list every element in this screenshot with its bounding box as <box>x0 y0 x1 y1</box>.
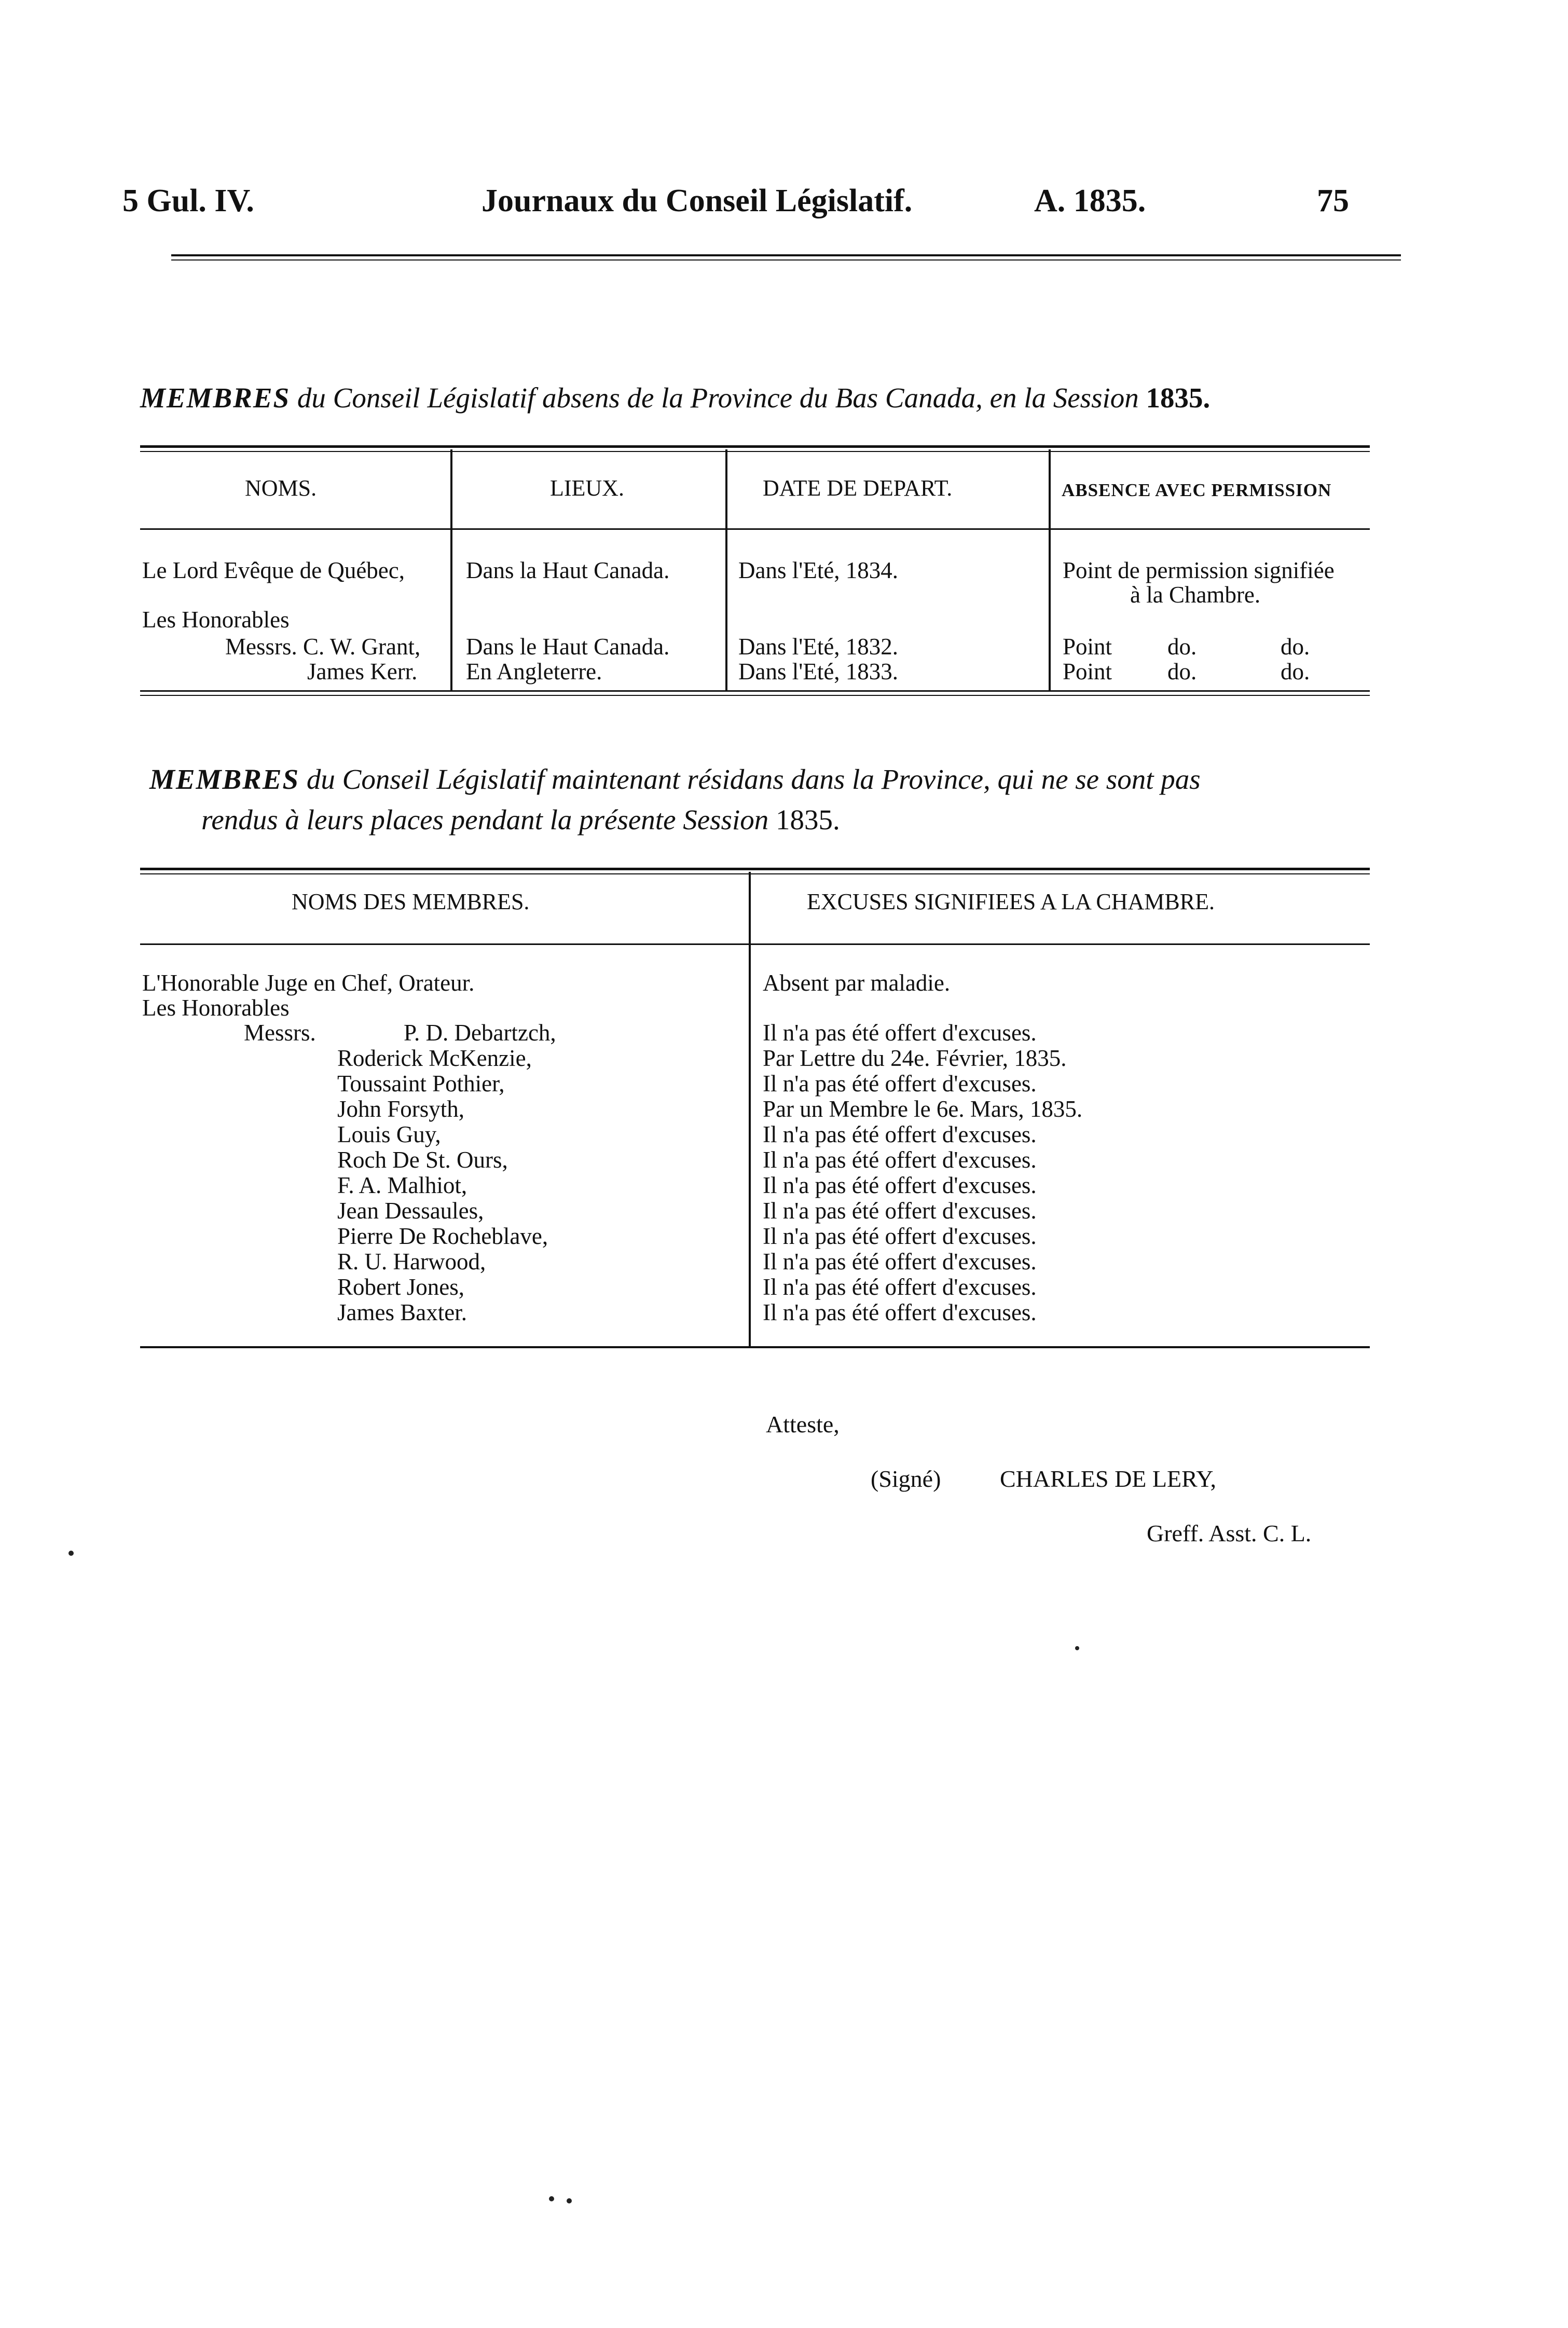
col-lieux: LIEUX. <box>550 475 624 501</box>
messrs-label: Messrs. <box>244 1020 316 1046</box>
member-name: James Baxter. <box>337 1299 467 1325</box>
member-name: F. A. Malhiot, <box>337 1172 467 1198</box>
table1-bottom-rule <box>140 690 1370 692</box>
heading-prefix: MEMBRES <box>149 763 300 795</box>
table2-top-rule-2 <box>140 873 1370 874</box>
table-row-permission: Point <box>1063 634 1112 660</box>
heading-body: du Conseil Législatif absens de la Province du Bas Canada, en la Session <box>297 382 1139 414</box>
member-excuse: Il n'a pas été offert d'excuses. <box>763 1299 1037 1325</box>
member-excuse: Il n'a pas été offert d'excuses. <box>763 1121 1037 1147</box>
col-noms-membres: NOMS DES MEMBRES. <box>292 889 530 914</box>
table-row-ditto: do. <box>1167 659 1197 684</box>
table-row-name: Le Lord Evêque de Québec, <box>142 557 405 583</box>
table-row-date: Dans l'Eté, 1833. <box>738 659 899 684</box>
table1-col-divider-2 <box>725 449 727 690</box>
member-excuse: Par Lettre du 24e. Février, 1835. <box>763 1045 1067 1071</box>
table1-top-rule <box>140 445 1370 448</box>
table-row-place: Dans la Haut Canada. <box>466 557 670 583</box>
member-excuse: Il n'a pas été offert d'excuses. <box>763 1147 1037 1173</box>
table-row-name: Messrs. C. W. Grant, <box>225 634 421 660</box>
table1-header-rule <box>140 528 1370 530</box>
table-row-permission-cont: à la Chambre. <box>1130 582 1261 608</box>
heading-year: 1835. <box>1146 382 1211 414</box>
member-excuse: Il n'a pas été offert d'excuses. <box>763 1071 1037 1097</box>
member-excuse: Il n'a pas été offert d'excuses. <box>763 1223 1037 1249</box>
member-excuse: Il n'a pas été offert d'excuses. <box>763 1274 1037 1300</box>
member-name: Roderick McKenzie, <box>337 1045 532 1071</box>
table-row-permission: Point <box>1063 659 1112 684</box>
table2-top-rule <box>140 868 1370 870</box>
honorables-label: Les Honorables <box>142 995 290 1021</box>
member-name: Jean Dessaules, <box>337 1198 484 1224</box>
header-session: 5 Gul. IV. <box>122 183 254 218</box>
header-title: Journaux du Conseil Législatif. <box>482 183 913 218</box>
table1-col-divider-3 <box>1049 449 1051 690</box>
orateur-name: L'Honorable Juge en Chef, Orateur. <box>142 970 475 996</box>
table2-bottom-rule <box>140 1346 1370 1348</box>
heading-line2: rendus à leurs places pendant la présente Session <box>201 804 769 836</box>
print-speck <box>567 2198 572 2203</box>
member-name: P. D. Debartzch, <box>404 1020 556 1046</box>
table-row-place: Dans le Haut Canada. <box>466 634 670 660</box>
member-name: Toussaint Pothier, <box>337 1071 505 1097</box>
table2-col-divider <box>749 872 751 1346</box>
table-row-date: Dans l'Eté, 1832. <box>738 634 899 660</box>
col-date-depart: DATE DE DEPART. <box>763 475 953 501</box>
member-name: Louis Guy, <box>337 1121 441 1147</box>
heading-prefix: MEMBRES <box>140 382 291 414</box>
table-row-permission: Point de permission signifiée <box>1063 557 1335 583</box>
orateur-excuse: Absent par maladie. <box>763 970 951 996</box>
print-speck <box>549 2196 554 2201</box>
signatory-name: CHARLES DE LERY, <box>1000 1466 1217 1492</box>
table-row-place: En Angleterre. <box>466 659 602 684</box>
table-row-date: Dans l'Eté, 1834. <box>738 557 899 583</box>
table1-bottom-rule-2 <box>140 695 1370 696</box>
header-year: A. 1835. <box>1034 183 1146 218</box>
page-number: 75 <box>1317 183 1349 218</box>
table-row-name: James Kerr. <box>307 659 418 684</box>
member-excuse: Il n'a pas été offert d'excuses. <box>763 1249 1037 1275</box>
col-absence-permission: ABSENCE AVEC PERMISSION <box>1062 480 1332 500</box>
table1-col-divider-1 <box>450 449 452 690</box>
header-rule-top <box>171 254 1401 256</box>
member-name: Pierre De Rocheblave, <box>337 1223 548 1249</box>
signe-label: (Signé) <box>871 1466 941 1492</box>
print-speck <box>68 1551 74 1556</box>
heading-line1: du Conseil Législatif maintenant résidans dans la Province, qui ne se sont pas <box>306 763 1201 795</box>
member-excuse: Il n'a pas été offert d'excuses. <box>763 1198 1037 1224</box>
table1-top-rule-2 <box>140 451 1370 452</box>
table-row-ditto: do. <box>1281 634 1310 660</box>
section-absent-heading <box>140 381 1210 414</box>
col-noms: NOMS. <box>245 475 317 501</box>
col-excuses: EXCUSES SIGNIFIEES A LA CHAMBRE. <box>807 889 1215 914</box>
member-excuse: Par un Membre le 6e. Mars, 1835. <box>763 1096 1083 1122</box>
table-row-ditto: do. <box>1281 659 1310 684</box>
section-resident-heading-line2 <box>201 803 840 836</box>
header-rule-bottom <box>171 259 1401 261</box>
member-name: R. U. Harwood, <box>337 1249 486 1275</box>
member-name: Robert Jones, <box>337 1274 464 1300</box>
table2-header-rule <box>140 943 1370 945</box>
print-speck <box>1075 1646 1079 1650</box>
table-row-name: Les Honorables <box>142 607 290 633</box>
member-excuse: Il n'a pas été offert d'excuses. <box>763 1020 1037 1046</box>
section-resident-heading <box>149 763 1201 796</box>
member-name: John Forsyth, <box>337 1096 465 1122</box>
member-excuse: Il n'a pas été offert d'excuses. <box>763 1172 1037 1198</box>
atteste-label: Atteste, <box>766 1411 840 1437</box>
heading-year: 1835. <box>775 804 840 836</box>
member-name: Roch De St. Ours, <box>337 1147 508 1173</box>
table-row-ditto: do. <box>1167 634 1197 660</box>
signatory-title: Greff. Asst. C. L. <box>1147 1520 1312 1546</box>
